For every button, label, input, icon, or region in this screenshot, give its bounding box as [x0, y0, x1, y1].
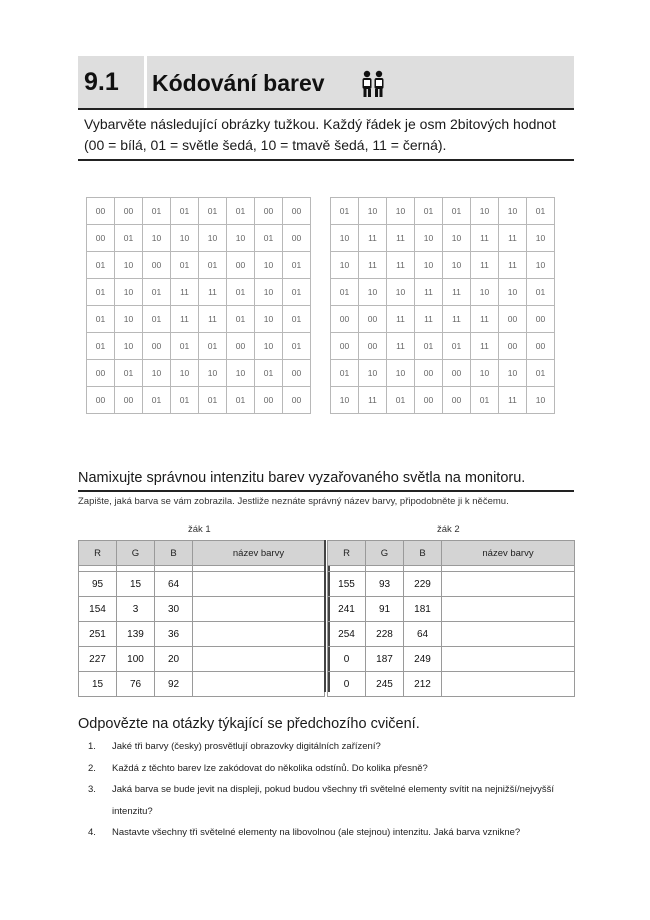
grid-cell[interactable]: 01 [227, 279, 255, 306]
color-name-answer-cell[interactable] [193, 572, 325, 597]
grid-cell[interactable]: 00 [359, 306, 387, 333]
rgb-header-cell: R [328, 541, 366, 566]
grid-cell[interactable]: 01 [171, 198, 199, 225]
grid-cell[interactable]: 10 [199, 225, 227, 252]
grid-cell[interactable]: 10 [387, 279, 415, 306]
color-name-answer-cell[interactable] [442, 622, 575, 647]
color-name-answer-cell[interactable] [442, 597, 575, 622]
grid-cell[interactable]: 10 [115, 252, 143, 279]
color-name-answer-cell[interactable] [442, 672, 575, 697]
grid-cell[interactable]: 00 [143, 333, 171, 360]
rgb-value-cell: 212 [404, 672, 442, 697]
grid-cell[interactable]: 01 [171, 387, 199, 414]
grid-cell[interactable]: 10 [415, 252, 443, 279]
header-separator [144, 56, 147, 108]
rgb-table-student-1 [78, 540, 325, 697]
grid-cell[interactable]: 00 [499, 306, 527, 333]
grid-cell[interactable]: 11 [199, 279, 227, 306]
question-text: Každá z těchto barev lze zakódovat do několika odstínů. Do kolika přesně? [112, 762, 428, 774]
question-list [84, 736, 554, 844]
grid-cell[interactable]: 00 [143, 252, 171, 279]
grid-cell[interactable]: 01 [227, 387, 255, 414]
rgb-value-cell: 181 [404, 597, 442, 622]
grid-cell[interactable]: 11 [359, 252, 387, 279]
grid-cell[interactable]: 11 [171, 279, 199, 306]
grid-cell[interactable]: 01 [171, 252, 199, 279]
rgb-table-student-2 [327, 540, 575, 697]
grid-cell[interactable]: 00 [115, 387, 143, 414]
grid-cell[interactable]: 10 [527, 252, 555, 279]
chapter-header [78, 56, 574, 110]
rgb-header-cell: B [155, 541, 193, 566]
question-text: Nastavte všechny tři světelné elementy na libovolnou (ale stejnou) intenzitu. Jaká barva vznikne? [112, 827, 521, 838]
rgb-row [328, 647, 575, 672]
rgb-value-cell: 30 [155, 597, 193, 622]
grid-row [87, 333, 311, 360]
rgb-header-cell: G [117, 541, 155, 566]
grid-cell[interactable]: 01 [87, 279, 115, 306]
rgb-value-cell: 229 [404, 572, 442, 597]
grid-cell[interactable]: 10 [115, 279, 143, 306]
rgb-value-cell: 92 [155, 672, 193, 697]
question-number: 2. [88, 762, 96, 774]
grid-cell[interactable]: 01 [283, 252, 311, 279]
rgb-value-cell: 76 [117, 672, 155, 697]
question-text: Jaké tři barvy (česky) prosvětlují obrazovky digitálních zařízení? [112, 741, 381, 752]
rgb-value-cell: 139 [117, 622, 155, 647]
grid-cell[interactable]: 01 [143, 279, 171, 306]
rgb-value-cell: 251 [79, 622, 117, 647]
grid-cell[interactable]: 10 [143, 360, 171, 387]
rgb-row [79, 622, 325, 647]
grid-cell[interactable]: 01 [443, 198, 471, 225]
grid-cell[interactable]: 10 [227, 360, 255, 387]
chapter-title: Kódování barev [152, 70, 325, 96]
grid-cell[interactable]: 00 [115, 198, 143, 225]
grid-row [87, 279, 311, 306]
grid-cell[interactable]: 10 [415, 225, 443, 252]
rgb-value-cell: 245 [366, 672, 404, 697]
grid-cell[interactable]: 00 [331, 306, 359, 333]
grid-cell[interactable]: 00 [283, 360, 311, 387]
grid-cell[interactable]: 01 [255, 225, 283, 252]
grid-cell[interactable]: 00 [415, 360, 443, 387]
grid-cell[interactable]: 00 [527, 306, 555, 333]
rgb-value-cell: 36 [155, 622, 193, 647]
grid-cell[interactable]: 10 [499, 360, 527, 387]
grid-cell[interactable]: 01 [527, 198, 555, 225]
student-1-label: žák 1 [188, 524, 211, 535]
rgb-value-cell: 155 [328, 572, 366, 597]
grid-cell[interactable]: 01 [199, 198, 227, 225]
grid-cell[interactable]: 10 [255, 279, 283, 306]
rgb-row [328, 597, 575, 622]
rgb-value-cell: 15 [79, 672, 117, 697]
grid-cell[interactable]: 11 [171, 306, 199, 333]
grid-cell[interactable]: 10 [471, 279, 499, 306]
rgb-header-cell: R [79, 541, 117, 566]
grid-cell[interactable]: 01 [331, 360, 359, 387]
divider [78, 159, 574, 161]
rgb-value-cell: 0 [328, 647, 366, 672]
grid-cell[interactable]: 00 [283, 198, 311, 225]
grid-cell[interactable]: 10 [331, 252, 359, 279]
grid-cell[interactable]: 01 [199, 387, 227, 414]
grid-cell[interactable]: 00 [227, 252, 255, 279]
rgb-header-row [79, 541, 325, 566]
question-number: 1. [88, 741, 96, 752]
grid-cell[interactable]: 10 [471, 198, 499, 225]
grid-cell[interactable]: 01 [87, 333, 115, 360]
rgb-row [79, 647, 325, 672]
grid-cell[interactable]: 01 [115, 225, 143, 252]
rgb-row [328, 672, 575, 697]
grid-cell[interactable]: 00 [443, 360, 471, 387]
instructions: Vybarvěte následující obrázky tužkou. Každý řádek je osm 2bitových hodnot (00 = bílá, 01 = světle šedá, 10 = tmavě šedá, 11 = černá). [84, 116, 556, 153]
grid-row [331, 279, 555, 306]
grid-cell[interactable]: 10 [171, 225, 199, 252]
grid-cell[interactable]: 01 [387, 387, 415, 414]
grid-cell[interactable]: 10 [499, 198, 527, 225]
grid-row [331, 333, 555, 360]
grid-cell[interactable]: 10 [331, 387, 359, 414]
grid-cell[interactable]: 01 [115, 360, 143, 387]
grid-cell[interactable]: 11 [359, 387, 387, 414]
grid-cell[interactable]: 10 [171, 360, 199, 387]
rgb-row [79, 672, 325, 697]
grid-cell[interactable]: 10 [527, 225, 555, 252]
grid-cell[interactable]: 11 [499, 225, 527, 252]
grid-cell[interactable]: 10 [255, 306, 283, 333]
grid-cell[interactable]: 01 [171, 333, 199, 360]
grid-cell[interactable]: 10 [499, 279, 527, 306]
grid-cell[interactable]: 01 [227, 198, 255, 225]
grid-cell[interactable]: 10 [387, 360, 415, 387]
grid-cell[interactable]: 10 [527, 387, 555, 414]
rgb-value-cell: 91 [366, 597, 404, 622]
question-item [84, 822, 554, 844]
grid-cell[interactable]: 00 [87, 198, 115, 225]
grid-cell[interactable]: 00 [283, 387, 311, 414]
grid-cell[interactable]: 01 [283, 279, 311, 306]
grid-cell[interactable]: 00 [527, 333, 555, 360]
rgb-value-cell: 154 [79, 597, 117, 622]
grid-cell[interactable]: 11 [499, 252, 527, 279]
rgb-value-cell: 93 [366, 572, 404, 597]
grid-cell[interactable]: 11 [443, 306, 471, 333]
grid-cell[interactable]: 10 [199, 360, 227, 387]
grid-cell[interactable]: 01 [199, 333, 227, 360]
grid-row [87, 198, 311, 225]
grid-cell[interactable]: 11 [471, 306, 499, 333]
rgb-row [328, 622, 575, 647]
rgb-row [79, 597, 325, 622]
chapter-number: 9.1 [84, 68, 119, 96]
rgb-header-row [328, 541, 575, 566]
rgb-value-cell: 64 [155, 572, 193, 597]
grid-cell[interactable]: 11 [387, 225, 415, 252]
grid-cell[interactable]: 01 [331, 198, 359, 225]
rgb-value-cell: 15 [117, 572, 155, 597]
grid-cell[interactable]: 01 [87, 306, 115, 333]
grid-cell[interactable]: 01 [527, 360, 555, 387]
grid-cell[interactable]: 10 [359, 360, 387, 387]
rgb-value-cell: 64 [404, 622, 442, 647]
grid-cell[interactable]: 00 [331, 333, 359, 360]
grid-cell[interactable]: 10 [143, 225, 171, 252]
rgb-header-cell: G [366, 541, 404, 566]
rgb-value-cell: 95 [79, 572, 117, 597]
grid-cell[interactable]: 01 [443, 333, 471, 360]
grid-cell[interactable]: 01 [471, 387, 499, 414]
rgb-value-cell: 228 [366, 622, 404, 647]
grid-cell[interactable]: 10 [255, 252, 283, 279]
grid-cell[interactable]: 01 [331, 279, 359, 306]
grid-cell[interactable]: 11 [415, 279, 443, 306]
grid-cell[interactable]: 11 [471, 225, 499, 252]
grid-cell[interactable]: 00 [255, 387, 283, 414]
grid-row [331, 360, 555, 387]
rgb-header-cell: B [404, 541, 442, 566]
question-item [84, 758, 554, 780]
rgb-row [328, 572, 575, 597]
grid-cell[interactable]: 00 [415, 387, 443, 414]
grid-row [331, 225, 555, 252]
grid-cell[interactable]: 11 [387, 252, 415, 279]
grid-cell[interactable]: 01 [227, 306, 255, 333]
rgb-value-cell: 241 [328, 597, 366, 622]
color-name-answer-cell[interactable] [442, 647, 575, 672]
grid-cell[interactable]: 10 [387, 198, 415, 225]
grid-cell[interactable]: 01 [199, 252, 227, 279]
grid-cell[interactable]: 01 [143, 387, 171, 414]
grid-cell[interactable]: 01 [415, 333, 443, 360]
question-number: 3. [88, 784, 96, 795]
grid-cell[interactable]: 01 [415, 198, 443, 225]
grid-row [87, 225, 311, 252]
grid-cell[interactable]: 10 [443, 252, 471, 279]
grid-cell[interactable]: 00 [87, 387, 115, 414]
color-name-answer-cell[interactable] [193, 672, 325, 697]
section-title-questions: Odpovězte na otázky týkající se předchozího cvičení. [78, 716, 420, 732]
rgb-header-cell: název barvy [442, 541, 575, 566]
rgb-value-cell: 187 [366, 647, 404, 672]
grid-cell[interactable]: 11 [387, 333, 415, 360]
grid-cell[interactable]: 00 [87, 360, 115, 387]
grid-cell[interactable]: 00 [283, 225, 311, 252]
grid-row [87, 252, 311, 279]
grid-cell[interactable]: 10 [359, 198, 387, 225]
bit-grid-left [86, 197, 311, 414]
color-name-answer-cell[interactable] [442, 572, 575, 597]
grid-cell[interactable]: 10 [115, 306, 143, 333]
section-title-mix: Namixujte správnou intenzitu barev vyzařovaného světla na monitoru. [78, 470, 526, 486]
grid-cell[interactable]: 00 [227, 333, 255, 360]
color-name-answer-cell[interactable] [193, 597, 325, 622]
bit-grid-right [330, 197, 555, 414]
grid-cell[interactable]: 11 [471, 333, 499, 360]
grid-row [331, 306, 555, 333]
color-name-answer-cell[interactable] [193, 622, 325, 647]
grid-row [331, 387, 555, 414]
divider [78, 490, 574, 492]
question-text: Jaká barva se bude jevit na displeji, pokud budou všechny tři světelné elementy svítit na nejnižší/nejvyšší intenzitu? [112, 784, 554, 817]
question-number: 4. [88, 827, 96, 838]
table-double-border [324, 540, 326, 692]
grid-cell[interactable]: 01 [143, 306, 171, 333]
grid-cell[interactable]: 00 [359, 333, 387, 360]
grid-cell[interactable]: 10 [471, 360, 499, 387]
grid-cell[interactable]: 11 [199, 306, 227, 333]
grid-cell[interactable]: 00 [87, 225, 115, 252]
grid-cell[interactable]: 01 [283, 306, 311, 333]
rgb-value-cell: 0 [328, 672, 366, 697]
rgb-value-cell: 20 [155, 647, 193, 672]
grid-cell[interactable]: 01 [283, 333, 311, 360]
rgb-value-cell: 100 [117, 647, 155, 672]
grid-row [87, 360, 311, 387]
grid-cell[interactable]: 11 [387, 306, 415, 333]
grid-cell[interactable]: 01 [87, 252, 115, 279]
rgb-value-cell: 254 [328, 622, 366, 647]
grid-row [331, 198, 555, 225]
grid-cell[interactable]: 10 [255, 333, 283, 360]
question-item [84, 736, 554, 758]
rgb-value-cell: 3 [117, 597, 155, 622]
grid-cell[interactable]: 00 [499, 333, 527, 360]
grid-row [87, 387, 311, 414]
rgb-header-cell: název barvy [193, 541, 325, 566]
grid-row [331, 252, 555, 279]
grid-cell[interactable]: 11 [471, 252, 499, 279]
grid-cell[interactable]: 01 [143, 198, 171, 225]
section-subtitle: Zapište, jaká barva se vám zobrazila. Jestliže neznáte správný název barvy, připodobněte ji k něčemu. [78, 496, 509, 507]
grid-cell[interactable]: 10 [443, 225, 471, 252]
grid-cell[interactable]: 10 [331, 225, 359, 252]
grid-cell[interactable]: 00 [255, 198, 283, 225]
student-2-label: žák 2 [437, 524, 460, 535]
grid-cell[interactable]: 10 [227, 225, 255, 252]
question-item [84, 779, 554, 822]
rgb-row [79, 572, 325, 597]
grid-cell[interactable]: 11 [499, 387, 527, 414]
pair-work-icon [360, 70, 386, 98]
grid-cell[interactable]: 11 [443, 279, 471, 306]
grid-cell[interactable]: 10 [359, 279, 387, 306]
grid-cell[interactable]: 11 [359, 225, 387, 252]
grid-cell[interactable]: 10 [115, 333, 143, 360]
rgb-value-cell: 249 [404, 647, 442, 672]
color-name-answer-cell[interactable] [193, 647, 325, 672]
rgb-value-cell: 227 [79, 647, 117, 672]
grid-row [87, 306, 311, 333]
grid-cell[interactable]: 11 [415, 306, 443, 333]
grid-cell[interactable]: 00 [443, 387, 471, 414]
grid-cell[interactable]: 01 [527, 279, 555, 306]
grid-cell[interactable]: 01 [255, 360, 283, 387]
